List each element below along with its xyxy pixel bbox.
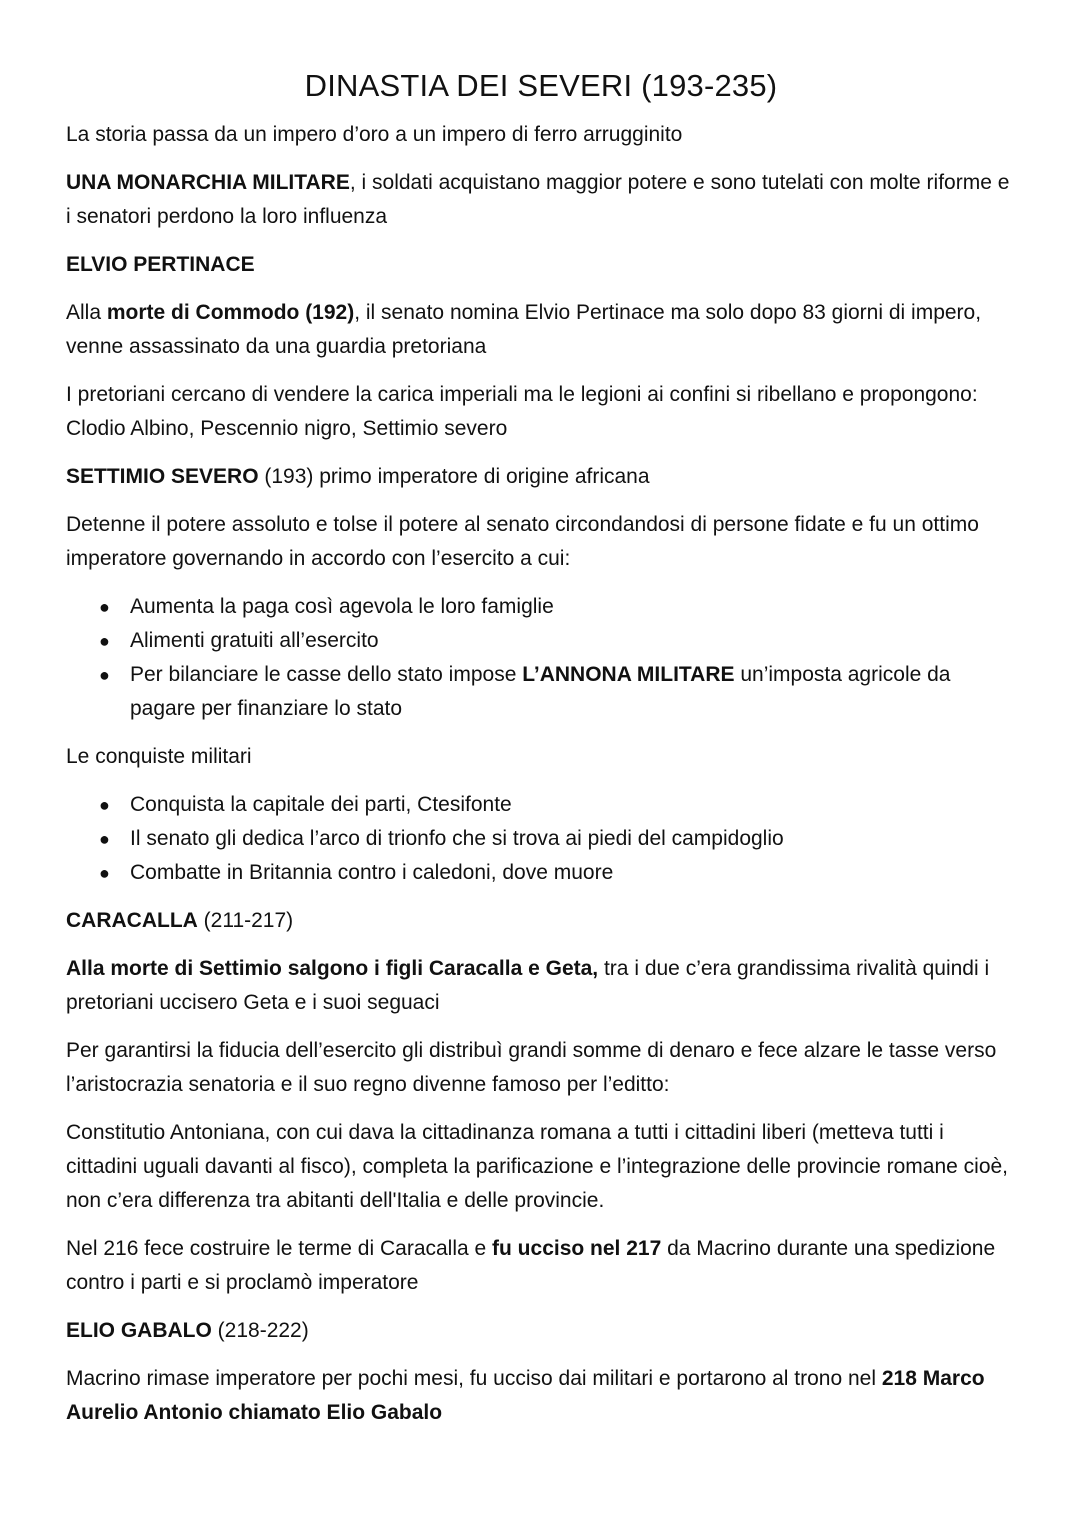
bullet-icon: ● <box>99 631 110 651</box>
severo-heading-bold: SETTIMIO SEVERO <box>66 465 259 488</box>
monarchia-paragraph <box>66 166 1016 234</box>
caracalla-heading-rest: (211-217) <box>197 909 294 932</box>
bullet-icon: ● <box>99 665 110 685</box>
bold-run: 218 Marco Aurelio Antonio chiamato Elio Gabalo <box>66 1367 985 1424</box>
pertinace-paragraph-1 <box>66 296 1016 364</box>
list-item <box>99 856 1016 890</box>
text-run: da Macrino durante una spedizione contro i parti e si proclamò imperatore <box>66 1237 996 1294</box>
document-title: DINASTIA DEI SEVERI (193-235) <box>304 68 778 103</box>
bullet-icon: ● <box>99 863 110 883</box>
document-page <box>66 66 1016 1444</box>
section-heading-gabalo <box>66 1314 1016 1348</box>
list-item-text: un’imposta agricole da pagare per finanziare lo stato <box>130 663 951 720</box>
bullet-icon: ● <box>99 795 110 815</box>
severo-army-list <box>66 590 1016 726</box>
bold-run: morte di Commodo (192) <box>106 301 355 324</box>
bold-run: Alla morte di Settimio salgono i figli Caracalla e Geta, <box>66 957 599 980</box>
list-item-text: Per bilanciare le casse dello stato impose <box>130 663 523 686</box>
text-run: Nel 216 fece costruire le terme di Caracalla e <box>66 1237 493 1260</box>
list-item-text: Il senato gli dedica l’arco di trionfo che si trova ai piedi del campidoglio <box>130 827 784 850</box>
gabalo-heading-bold: ELIO GABALO <box>66 1319 212 1342</box>
list-item-text: Aumenta la paga così agevola le loro famiglie <box>130 595 554 618</box>
pertinace-heading-text: ELVIO PERTINACE <box>66 253 255 276</box>
caracalla-paragraph-4 <box>66 1232 1016 1300</box>
bold-run: L’ANNONA MILITARE <box>522 663 735 686</box>
gabalo-paragraph-1 <box>66 1362 1016 1430</box>
severo-heading-rest: (193) primo imperatore di origine africana <box>258 465 650 488</box>
gabalo-heading-rest: (218-222) <box>211 1319 309 1342</box>
list-item <box>99 658 1016 726</box>
caracalla-paragraph-2: Per garantirsi la fiducia dell’esercito gli distribuì grandi somme di denaro e fece alzare le tasse verso l’aristocrazia senatoria e il suo regno divenne famoso per l’editto: <box>66 1039 997 1096</box>
list-item-text: Conquista la capitale dei parti, Ctesifonte <box>130 793 512 816</box>
list-item <box>99 822 1016 856</box>
text-run: Macrino rimase imperatore per pochi mesi, fu ucciso dai militari e portarono al trono nel <box>66 1367 882 1390</box>
bullet-icon: ● <box>99 597 110 617</box>
text-run: , il senato nomina Elvio Pertinace ma solo dopo 83 giorni di impero, venne assassinato da una guardia pretoriana <box>66 301 982 358</box>
section-heading-pertinace <box>66 248 1016 282</box>
bold-run: fu ucciso nel 217 <box>492 1237 662 1260</box>
monarchia-text: , i soldati acquistano maggior potere e sono tutelati con molte riforme e i senatori perdono la loro influenza <box>66 171 1010 228</box>
caracalla-paragraph-3: Constitutio Antoniana, con cui dava la cittadinanza romana a tutti i cittadini liberi (metteva tutti i cittadini uguali davanti al fisco), completa la parificazione e l’integrazione delle provincie romane cioè, non c’era differenza tra abitanti dell'Italia e delle provincie. <box>66 1121 1009 1212</box>
list-item-text: Combatte in Britannia contro i caledoni, dove muore <box>130 861 614 884</box>
list-item <box>99 788 1016 822</box>
pertinace-paragraph-2: I pretoriani cercano di vendere la carica imperiali ma le legioni ai confini si ribellano e propongono: Clodio Albino, Pescennio nigro, Settimio severo <box>66 383 978 440</box>
text-run: tra i due c’era grandissima rivalità quindi i pretoriani uccisero Geta e i suoi seguaci <box>66 957 990 1014</box>
list-item-text: Alimenti gratuiti all’esercito <box>130 629 379 652</box>
caracalla-heading-bold: CARACALLA <box>66 909 198 932</box>
caracalla-paragraph-1 <box>66 952 1016 1020</box>
severo-paragraph-1: Detenne il potere assoluto e tolse il potere al senato circondandosi di persone fidate e fu un ottimo imperatore governando in accordo con l’esercito a cui: <box>66 513 979 570</box>
text-run: Alla <box>66 301 107 324</box>
conquiste-list <box>66 788 1016 890</box>
intro-paragraph: La storia passa da un impero d’oro a un impero di ferro arrugginito <box>66 123 683 146</box>
list-item <box>99 590 1016 624</box>
list-item <box>99 624 1016 658</box>
bullet-icon: ● <box>99 829 110 849</box>
conquiste-paragraph: Le conquiste militari <box>66 745 252 768</box>
section-heading-severo <box>66 460 1016 494</box>
monarchia-bold: UNA MONARCHIA MILITARE <box>66 171 350 194</box>
section-heading-caracalla <box>66 904 1016 938</box>
